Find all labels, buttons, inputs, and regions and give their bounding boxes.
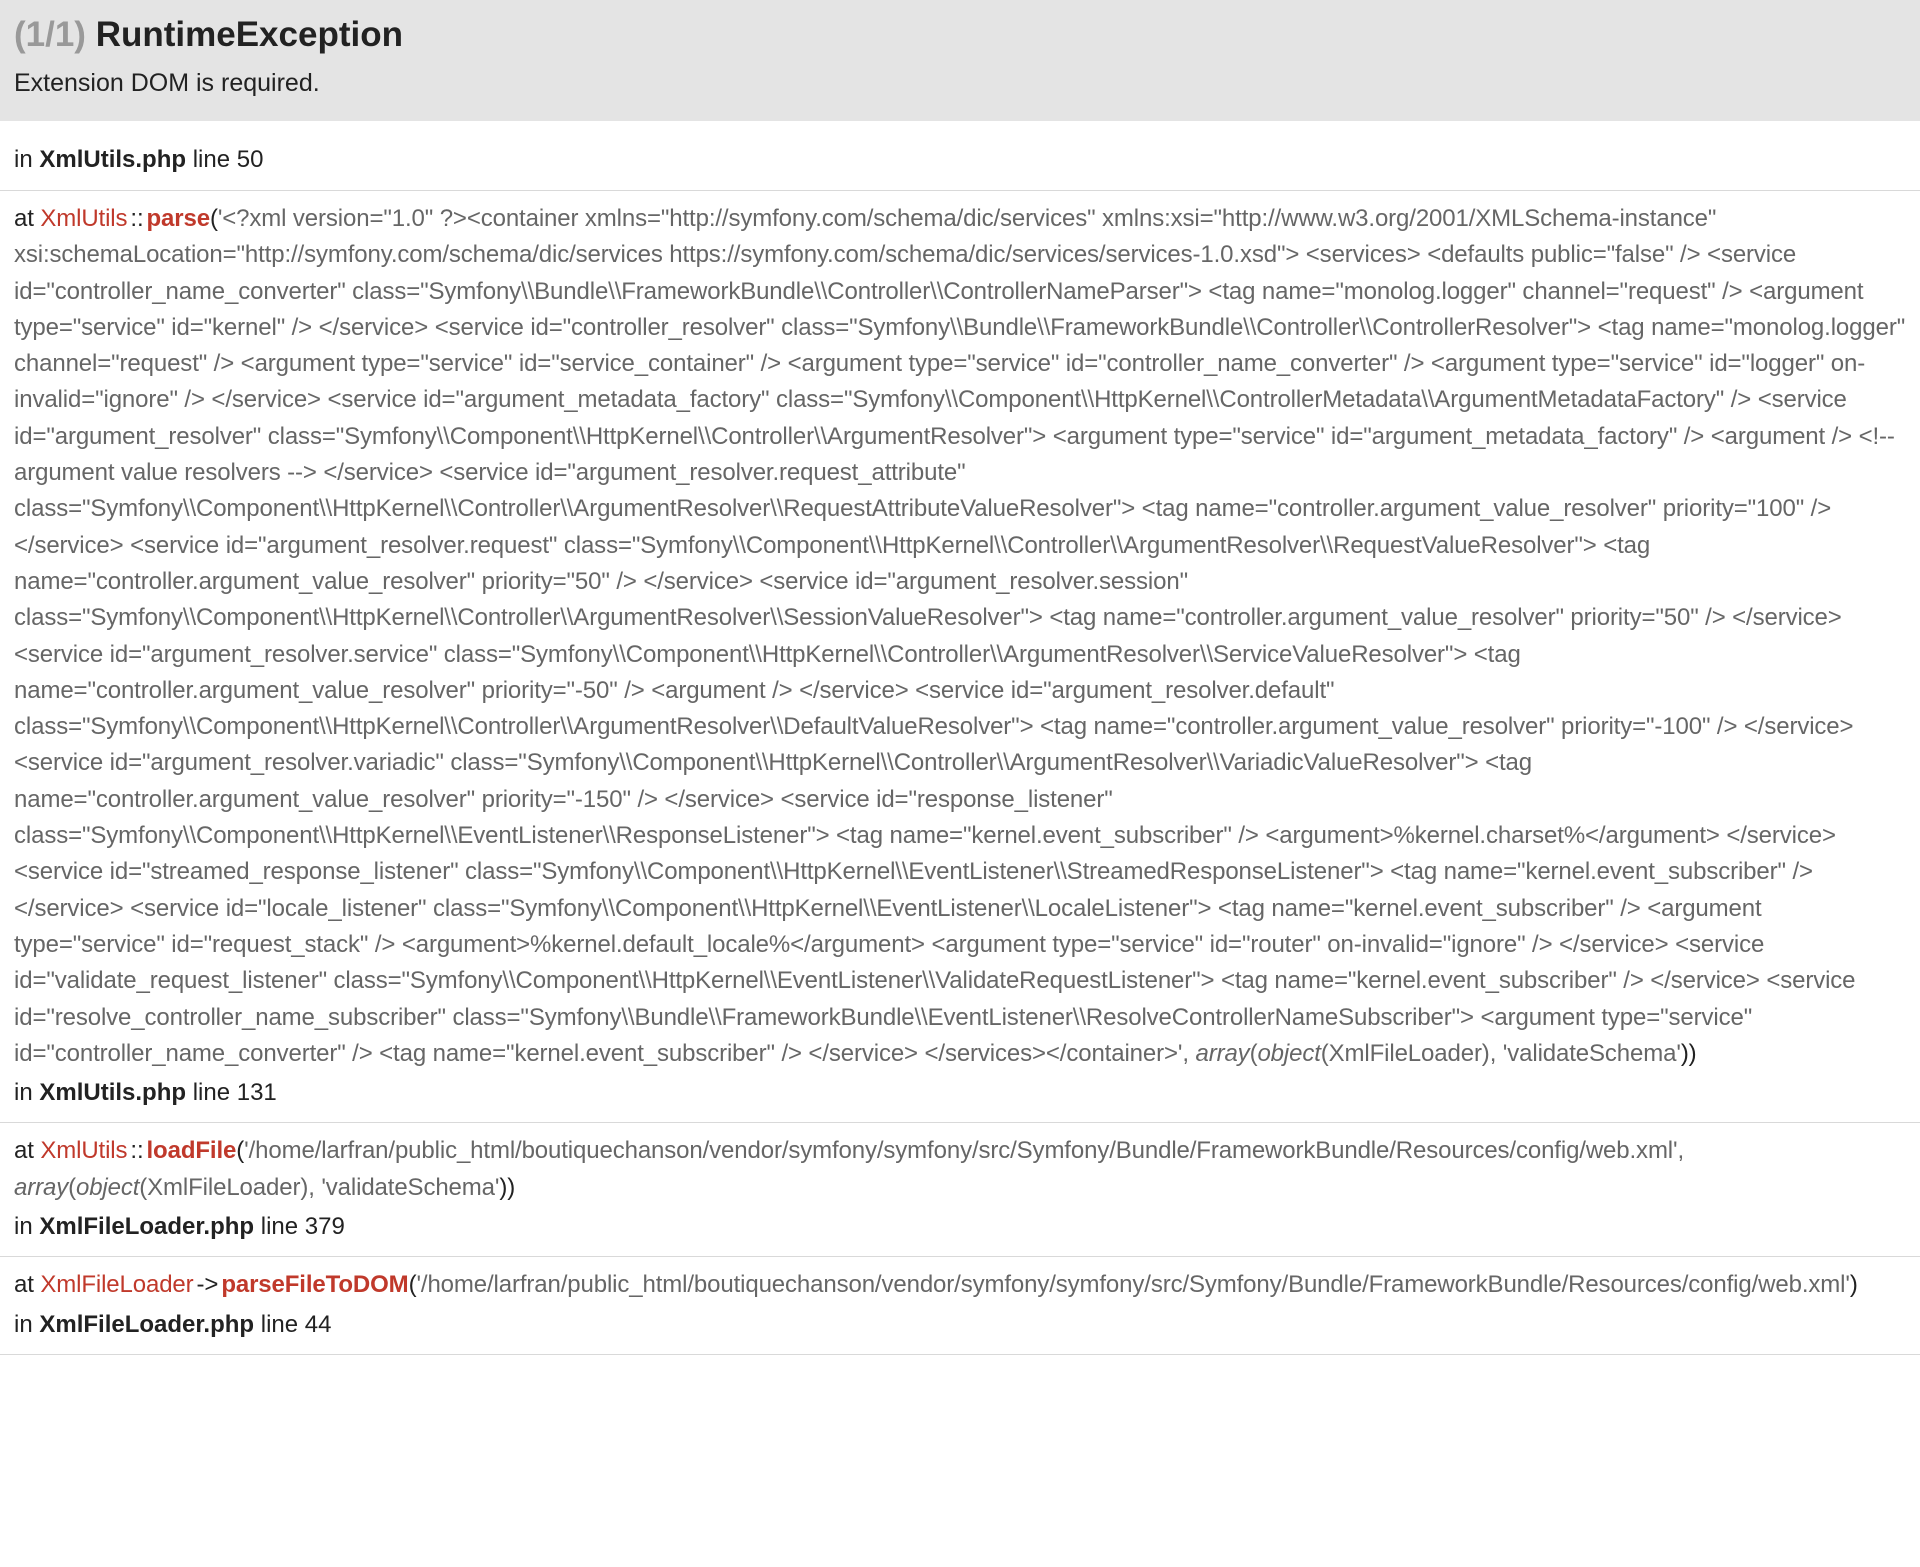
trace-line-number: 44 [304, 1310, 332, 1338]
exception-message: Extension DOM is required. [14, 69, 320, 97]
location-line-number: 50 [236, 146, 264, 173]
location-in-word: in [14, 146, 33, 173]
exception-count: (1/1) [14, 15, 86, 54]
location-line-word: line [192, 146, 231, 173]
trace-line-number: 379 [304, 1213, 345, 1241]
trace-arg-open: ( [1249, 1039, 1258, 1067]
trace-arg-schema: 'validateSchema' [1502, 1039, 1681, 1067]
trace-open-paren: ( [209, 205, 218, 232]
trace-function[interactable]: parse [146, 205, 210, 232]
trace-arg-object-class: (XmlFileLoader) [1320, 1039, 1490, 1067]
trace-frame [0, 191, 1920, 1123]
trace-separator: :: [130, 205, 144, 232]
trace-file: XmlUtils.php [39, 1079, 187, 1107]
trace-open-paren: ( [408, 1271, 417, 1299]
trace-arg-comma: , [1489, 1039, 1503, 1067]
trace-location [14, 1209, 1906, 1245]
trace-arg-open: ( [68, 1173, 76, 1201]
trace-line-number: 131 [236, 1079, 277, 1107]
trace-arg-string: '<?xml version="1.0" ?><container xmlns="http://symfony.com/schema/dic/services" xmlns:xsi="http://www.w3.org/2001/XMLSchema-instance" xsi:schemaLocation="http://symfony.com/schema/dic/services https://symfony.com/schema/dic/services/services-1.0.xsd"> <services> <defaults public="false" /> <service id="controller_name_converter" class="Symfony\\Bundle\\FrameworkBundle\\Controller\\ControllerNameParser"> <tag name="monolog.logger" channel="request" /> <argument type="service" id="kernel" /> </service> <service id="controller_resolver" class="Symfony\\Bundle\\FrameworkBundle\\Controller\\ControllerResolver"> <tag name="monolog.logger" channel="request" /> <argument type="service" id="service_container" /> <argument type="service" id="controller_name_converter" /> <argument type="service" id="logger" on-invalid="ignore" /> </service> <service id="argument_metadata_factory" class="Symfony\\Component\\HttpKernel\\ControllerMetadata\\ArgumentMetadataFactory" /> <service id="argument_resolver" class="Symfony\\Component\\HttpKernel\\Controller\\ArgumentResolver"> <argument type="service" id="argument_metadata_factory" /> <argument /> <!-- argument value resolvers --> </service> <service id="argument_resolver.request_attribute" class="Symfony\\Component\\HttpKernel\\Controller\\ArgumentResolver\\RequestAttributeValueResolver"> <tag name="controller.argument_value_resolver" priority="100" /> </service> <service id="argument_resolver.request" class="Symfony\\Component\\HttpKernel\\Controller\\ArgumentResolver\\RequestValueResolver"> <tag name="controller.argument_value_resolver" priority="50" /> </service> <service id="argument_resolver.session" class="Symfony\\Component\\HttpKernel\\Controller\\ArgumentResolver\\SessionValueResolver"> <tag name="controller.argument_value_resolver" priority="50" /> </service> <service id="argument_resolver.service" class="Symfony\\Component\\HttpKernel\\Controller\\ArgumentResolver\\ServiceValueResolver"> <tag name="controller.argument_value_resolver" priority="-50" /> <argument /> </service> <service id="argument_resolver.default" class="Symfony\\Component\\HttpKernel\\Controller\\ArgumentResolver\\DefaultValueResolver"> <tag name="controller.argument_value_resolver" priority="-100" /> </service> <service id="argument_resolver.variadic" class="Symfony\\Component\\HttpKernel\\Controller\\ArgumentResolver\\VariadicValueResolver"> <tag name="controller.argument_value_resolver" priority="-150" /> </service> <service id="response_listener" class="Symfony\\Component\\HttpKernel\\EventListener\\ResponseListener"> <tag name="kernel.event_subscriber" /> <argument>%kernel.charset%</argument> </service> <service id="streamed_response_listener" class="Symfony\\Component\\HttpKernel\\EventListener\\StreamedResponseListener"> <tag name="kernel.event_subscriber" /> </service> <service id="locale_listener" class="Symfony\\Component\\HttpKernel\\EventListener\\LocaleListener"> <tag name="kernel.event_subscriber" /> <argument type="service" id="request_stack" /> <argument>%kernel.default_locale%</argument> <argument type="service" id="router" on-invalid="ignore" /> </service> <service id="validate_request_listener" class="Symfony\\Component\\HttpKernel\\EventListener\\ValidateRequestListener"> <tag name="kernel.event_subscriber" /> </service> <service id="resolve_controller_name_subscriber" class="Symfony\\Bundle\\FrameworkBundle\\EventListener\\ResolveControllerNameSubscriber"> <argument type="service" id="controller_name_converter" /> <tag name="kernel.event_subscriber" /> </service> </services></container>' [14, 205, 1906, 1067]
location-in-word: in [14, 1213, 33, 1241]
location-in-word: in [14, 1079, 33, 1107]
trace-at-word: at [14, 205, 34, 232]
trace-arg-schema: 'validateSchema' [321, 1173, 500, 1201]
trace-file: XmlFileLoader.php [39, 1310, 255, 1338]
location-line-word: line [260, 1310, 299, 1338]
trace-location [14, 1075, 1906, 1111]
trace-at-word: at [14, 1271, 34, 1299]
trace-function[interactable]: loadFile [146, 1137, 237, 1165]
trace-class[interactable]: XmlUtils [40, 205, 128, 232]
trace-arg-object: object [75, 1173, 140, 1201]
trace-arg-object-class: (XmlFileLoader) [139, 1173, 309, 1201]
trace-arg-comma: , [308, 1173, 322, 1201]
location-in-word: in [14, 1310, 33, 1338]
trace-class[interactable]: XmlUtils [40, 1137, 128, 1165]
trace-arg-object: object [1257, 1039, 1321, 1067]
location-line-word: line [260, 1213, 299, 1241]
trace-close-paren: ) [1849, 1271, 1858, 1299]
trace-class[interactable]: XmlFileLoader [40, 1271, 194, 1299]
trace-call [14, 1267, 1906, 1303]
exception-location [0, 121, 1920, 191]
trace-arg-comma: , [1677, 1137, 1685, 1165]
trace-open-paren: ( [236, 1137, 245, 1165]
trace-close-paren: )) [1680, 1039, 1697, 1067]
trace-arg-array: array [1195, 1039, 1250, 1067]
trace-frame [0, 1123, 1920, 1257]
exception-header [0, 0, 1920, 121]
location-line-word: line [192, 1079, 231, 1107]
exception-class: RuntimeException [95, 15, 403, 54]
trace-call [14, 201, 1906, 1072]
trace-at-word: at [14, 1137, 34, 1165]
trace-close-paren: )) [499, 1173, 516, 1201]
location-file: XmlUtils.php [39, 146, 187, 173]
trace-arg-string: '/home/larfran/public_html/boutiquechanson/vendor/symfony/symfony/src/Symfony/Bundle/FrameworkBundle/Resources/config/web.xml' [244, 1137, 1678, 1165]
trace-location [14, 1307, 1906, 1343]
trace-function[interactable]: parseFileToDOM [221, 1271, 409, 1299]
trace-frame [0, 1257, 1920, 1355]
trace-arg-string: '/home/larfran/public_html/boutiquechanson/vendor/symfony/symfony/src/Symfony/Bundle/FrameworkBundle/Resources/config/web.xml' [416, 1271, 1850, 1299]
trace-call [14, 1133, 1906, 1206]
trace-separator: :: [130, 1137, 144, 1165]
trace-file: XmlFileLoader.php [39, 1213, 255, 1241]
trace-separator: -> [196, 1271, 219, 1299]
trace-arg-array: array [14, 1173, 69, 1201]
exception-title [14, 14, 1906, 56]
trace-arg-comma: , [1182, 1039, 1196, 1067]
